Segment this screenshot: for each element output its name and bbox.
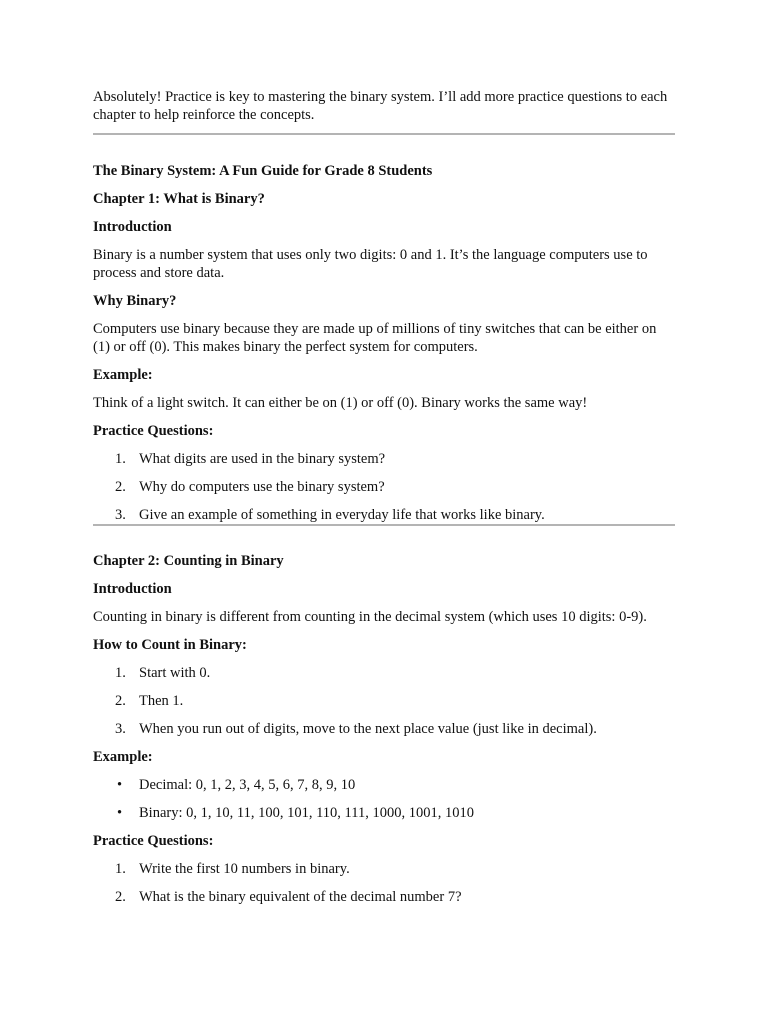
list-item-text: Give an example of something in everyday life that works like binary.	[139, 507, 545, 523]
list-item-text: What is the binary equivalent of the decimal number 7?	[139, 889, 462, 905]
list-item-text: When you run out of digits, move to the next place value (just like in decimal).	[139, 721, 597, 737]
list-item-text: Binary: 0, 1, 10, 11, 100, 101, 110, 111, 1000, 1001, 1010	[139, 805, 474, 821]
chapter-1-example-text: Think of a light switch. It can either be on (1) or off (0). Binary works the same way!	[93, 395, 588, 411]
chapter-1-title: Chapter 1: What is Binary?	[93, 191, 265, 207]
list-item	[93, 888, 675, 906]
chapter-2-practice-list	[93, 860, 675, 906]
list-item	[93, 478, 675, 496]
list-number: 2.	[115, 693, 126, 709]
list-item	[93, 860, 675, 878]
chapter-1-why-heading: Why Binary?	[93, 293, 177, 309]
chapter-2-intro-text: Counting in binary is different from counting in the decimal system (which uses 10 digits: 0-9).	[93, 609, 647, 625]
list-item-text: Why do computers use the binary system?	[139, 479, 385, 495]
divider	[93, 524, 675, 526]
list-number: 2.	[115, 479, 126, 495]
list-item-text: Then 1.	[139, 693, 184, 709]
list-number: 1.	[115, 861, 126, 877]
intro-paragraph: Absolutely! Practice is key to mastering the binary system. I’ll add more practice questions to each chapter to help reinforce the concepts.	[93, 89, 668, 123]
list-number: 1.	[115, 665, 126, 681]
bullet-icon: •	[117, 777, 123, 793]
list-number: 3.	[115, 507, 126, 523]
bullet-icon: •	[117, 805, 123, 821]
list-number: 3.	[115, 721, 126, 737]
document-title: The Binary System: A Fun Guide for Grade 8 Students	[93, 163, 433, 179]
chapter-2-practice-heading: Practice Questions:	[93, 833, 214, 849]
chapter-1-practice-list	[93, 450, 675, 524]
list-item	[93, 506, 675, 524]
chapter-2-title: Chapter 2: Counting in Binary	[93, 553, 284, 569]
list-item-text: Start with 0.	[139, 665, 211, 681]
chapter-2-intro-heading: Introduction	[93, 581, 172, 597]
list-item-text: Decimal: 0, 1, 2, 3, 4, 5, 6, 7, 8, 9, 10	[139, 777, 356, 793]
list-item-text: Write the first 10 numbers in binary.	[139, 861, 350, 877]
list-number: 2.	[115, 889, 126, 905]
list-number: 1.	[115, 451, 126, 467]
list-item	[93, 776, 675, 794]
chapter-2-example-heading: Example:	[93, 749, 153, 765]
chapter-1-practice-heading: Practice Questions:	[93, 423, 214, 439]
chapter-1-example-heading: Example:	[93, 367, 153, 383]
chapter-1-intro-text: Binary is a number system that uses only two digits: 0 and 1. It’s the language computers use to process and store data.	[93, 247, 648, 281]
chapter-2-example-list	[93, 776, 675, 822]
list-item-text: What digits are used in the binary system?	[139, 451, 386, 467]
chapter-2-howto-list	[93, 664, 675, 738]
list-item	[93, 664, 675, 682]
document-page	[93, 0, 675, 906]
chapter-1-why-text: Computers use binary because they are made up of millions of tiny switches that can be either on (1) or off (0). This makes binary the perfect system for computers.	[93, 321, 657, 355]
list-item	[93, 804, 675, 822]
divider	[93, 133, 675, 135]
list-item	[93, 720, 675, 738]
chapter-1-intro-heading: Introduction	[93, 219, 172, 235]
list-item	[93, 450, 675, 468]
list-item	[93, 692, 675, 710]
chapter-2-howto-heading: How to Count in Binary:	[93, 637, 247, 653]
